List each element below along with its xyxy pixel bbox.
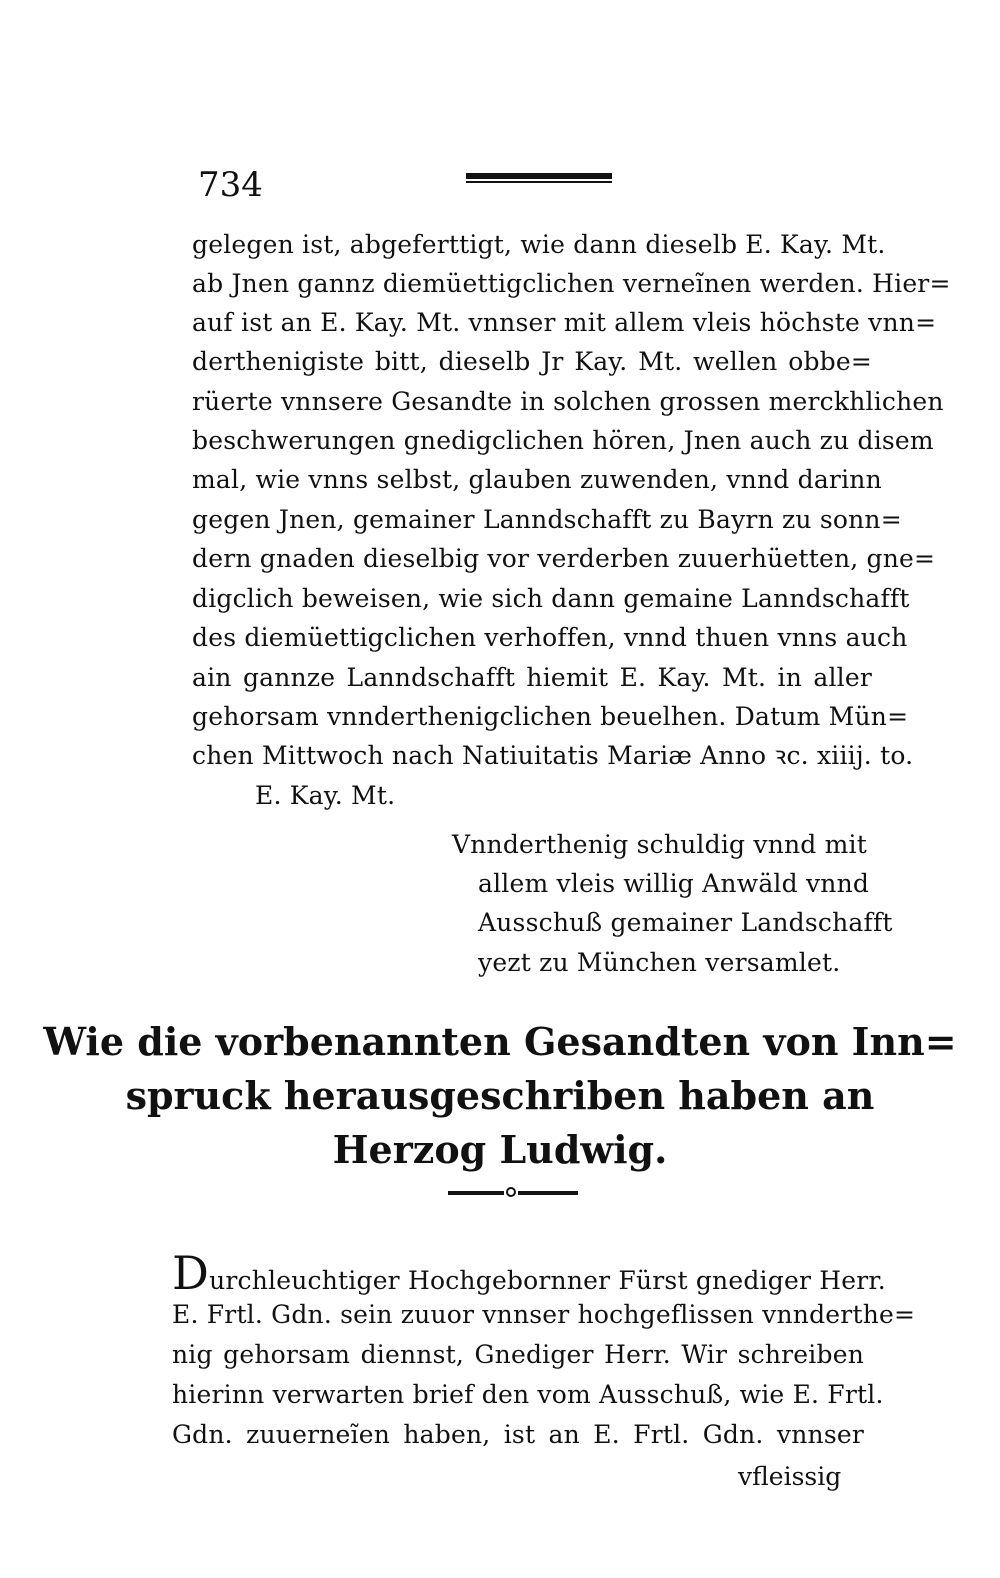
- divider-rule-left: [448, 1191, 504, 1195]
- body-line: auf ist an E. Kay. Mt. vnnser mit allem vleis höchste vnn=: [192, 308, 937, 337]
- body-line: gegen Jnen, gemainer Lanndschafft zu Bayrn zu sonn=: [192, 505, 902, 534]
- closing-salutation: E. Kay. Mt.: [255, 781, 396, 810]
- header-ornament: [466, 173, 612, 185]
- catchword: vfleissig: [738, 1462, 842, 1491]
- signature-line: yezt zu München versamlet.: [478, 948, 841, 977]
- body-line: chen Mittwoch nach Natiuitatis Mariæ Anno ꝛc. xiiij. to.: [192, 741, 914, 770]
- body-line: rüerte vnnsere Gesandte in solchen grossen merckhlichen: [192, 387, 944, 416]
- ornament-bar: [466, 173, 612, 179]
- letter-line: [172, 1246, 886, 1300]
- heading-line: spruck herausgeschriben haben an: [125, 1073, 875, 1118]
- body-line: des diemüettigclichen verhoffen, vnnd thuen vnns auch: [192, 623, 908, 652]
- body-line: beschwerungen gnedigclichen hören, Jnen auch zu disem: [192, 426, 934, 455]
- divider-circle: [506, 1187, 516, 1197]
- section-divider-ornament: [448, 1186, 578, 1200]
- page-header: [0, 165, 1000, 215]
- letter-line: Gdn. zuuerneĩen haben, ist an E. Frtl. Gdn. vnnser: [172, 1420, 864, 1449]
- signature-line: Ausschuß gemainer Landschafft: [478, 908, 893, 937]
- letter-line: E. Frtl. Gdn. sein zuuor vnnser hochgeflissen vnnderthe=: [172, 1300, 916, 1329]
- signature-line: allem vleis willig Anwäld vnnd: [478, 869, 870, 898]
- body-line: mal, wie vnns selbst, glauben zuwenden, vnnd darinn: [192, 465, 882, 494]
- letter-line-text: urchleuchtiger Hochgebornner Fürst gnediger Herr.: [209, 1266, 886, 1295]
- divider-rule-right: [518, 1191, 578, 1195]
- ornament-rule: [466, 181, 612, 183]
- body-line: derthenigiste bitt, dieselb Jr Kay. Mt. wellen obbe=: [192, 347, 872, 376]
- heading-line: Wie die vorbenannten Gesandten von Inn=: [43, 1019, 957, 1064]
- letter-line: nig gehorsam diennst, Gnediger Herr. Wir schreiben: [172, 1340, 864, 1369]
- drop-cap: D: [172, 1246, 210, 1300]
- body-line: dern gnaden dieselbig vor verderben zuuerhüetten, gne=: [192, 544, 936, 573]
- page-number: 734: [198, 165, 263, 205]
- letter-line: hierinn verwarten brief den vom Ausschuß, wie E. Frtl.: [172, 1380, 884, 1409]
- heading-line: Herzog Ludwig.: [332, 1127, 668, 1172]
- body-line: ain gannze Lanndschafft hiemit E. Kay. Mt. in aller: [192, 663, 872, 692]
- body-line: gehorsam vnnderthenigclichen beuelhen. Datum Mün=: [192, 702, 909, 731]
- body-line: gelegen ist, abgeferttigt, wie dann dieselb E. Kay. Mt.: [192, 230, 886, 259]
- signature-line: Vnnderthenig schuldig vnnd mit: [452, 830, 867, 859]
- body-line: ab Jnen gannz diemüettigclichen verneĩnen werden. Hier=: [192, 269, 951, 298]
- body-line: digclich beweisen, wie sich dann gemaine Lanndschafft: [192, 584, 910, 613]
